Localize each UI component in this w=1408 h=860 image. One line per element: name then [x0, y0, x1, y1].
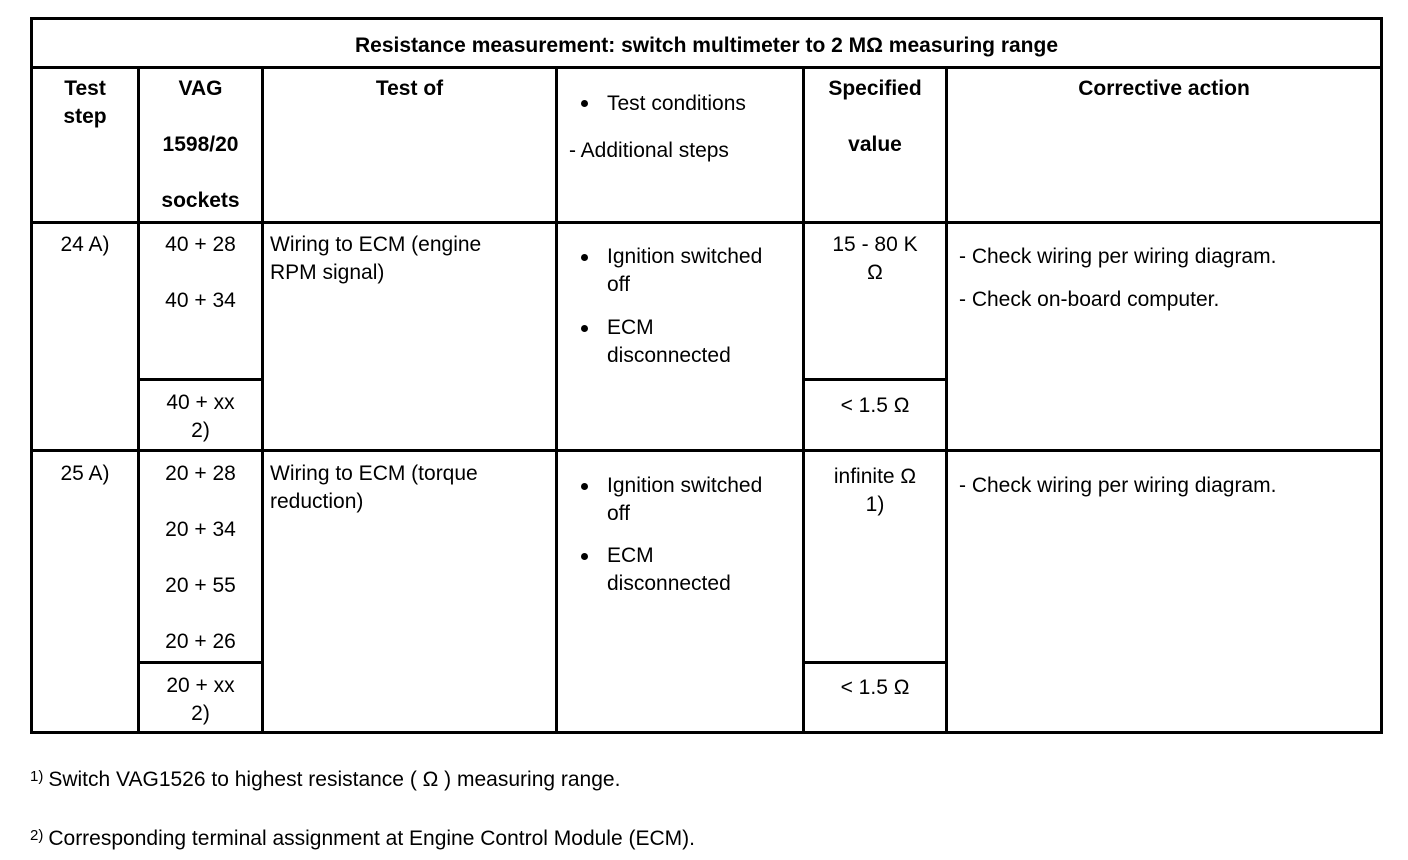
- row1-spec-sub: < 1.5 Ω: [840, 394, 910, 417]
- row1-cond-2a: ECM: [607, 316, 654, 339]
- row2-test-of-2: reduction): [270, 490, 364, 513]
- row2-spec-2: 1): [865, 493, 885, 516]
- header-test-step-1: Test: [64, 77, 106, 100]
- header-conditions-2: - Additional steps: [569, 139, 729, 162]
- header-specified-1: Specified: [828, 77, 922, 100]
- header-sockets-2: 1598/20: [162, 133, 239, 156]
- header-test-of: Test of: [375, 77, 444, 100]
- footnote-2-mark: 2): [30, 827, 44, 844]
- table-title: Resistance measurement: switch multimeter to 2 MΩ measuring range: [354, 34, 1059, 57]
- rule-row1-sub-spec: [802, 378, 947, 381]
- row2-spec-sub: < 1.5 Ω: [840, 676, 910, 699]
- row2-cond-2b: disconnected: [607, 572, 731, 595]
- row1-test-of-2: RPM signal): [270, 261, 385, 284]
- header-corrective: Corrective action: [1078, 77, 1250, 100]
- header-specified-2: value: [848, 133, 902, 156]
- row2-step: 25 A): [60, 462, 110, 485]
- header-bullet: [581, 100, 588, 107]
- row1-bullet-2: [581, 325, 588, 332]
- row1-cond-2b: disconnected: [607, 344, 731, 367]
- col-rule-5: [945, 67, 948, 734]
- row2-test-of-1: Wiring to ECM (torque: [270, 462, 478, 485]
- rule-title: [33, 66, 1380, 69]
- rule-row-separator: [33, 449, 1380, 452]
- row1-test-of-1: Wiring to ECM (engine: [270, 233, 482, 256]
- row1-spec-2: Ω: [867, 261, 883, 284]
- row1-action-2: - Check on-board computer.: [959, 288, 1220, 311]
- row1-bullet-1: [581, 254, 588, 261]
- row2-socket-2: 20 + 34: [165, 518, 236, 541]
- header-sockets-1: VAG: [178, 77, 223, 100]
- footnote-1: [30, 766, 620, 794]
- row1-socket-1: 40 + 28: [165, 233, 236, 256]
- footnote-1-mark: 1): [30, 768, 44, 785]
- row2-action-1: - Check wiring per wiring diagram.: [959, 474, 1277, 497]
- rule-row2-sub-sockets: [137, 661, 264, 664]
- row2-socket-1: 20 + 28: [165, 462, 236, 485]
- row2-socket-sub-2: 2): [191, 702, 210, 725]
- footnote-2-text: Corresponding terminal assignment at Engine Control Module (ECM).: [48, 827, 695, 850]
- row1-action-1: - Check wiring per wiring diagram.: [959, 245, 1277, 268]
- row2-cond-2a: ECM: [607, 544, 654, 567]
- footnote-1-text: Switch VAG1526 to highest resistance ( Ω ) measuring range.: [48, 768, 621, 791]
- row2-cond-1a: Ignition switched: [607, 474, 763, 497]
- rule-row2-sub-spec: [802, 661, 947, 664]
- row2-socket-4: 20 + 26: [165, 630, 236, 653]
- header-test-step-2: step: [63, 105, 107, 128]
- row1-cond-1a: Ignition switched: [607, 245, 763, 268]
- row2-socket-sub-1: 20 + xx: [166, 674, 235, 697]
- row1-socket-2: 40 + 34: [165, 289, 236, 312]
- header-sockets-3: sockets: [161, 189, 240, 212]
- row1-socket-sub-2: 2): [191, 419, 210, 442]
- row1-cond-1b: off: [607, 273, 630, 296]
- row2-spec-1: infinite Ω: [833, 465, 917, 488]
- footnote-2: [30, 825, 695, 853]
- row1-spec-1: 15 - 80 K: [832, 233, 918, 256]
- header-conditions-1: Test conditions: [607, 92, 746, 115]
- row2-socket-3: 20 + 55: [165, 574, 236, 597]
- row2-bullet-1: [581, 483, 588, 490]
- row1-socket-sub-1: 40 + xx: [166, 391, 235, 414]
- resistance-table: [30, 17, 1383, 734]
- row2-bullet-2: [581, 553, 588, 560]
- col-rule-2: [261, 67, 264, 734]
- col-rule-3: [555, 67, 558, 734]
- row1-step: 24 A): [60, 233, 110, 256]
- rule-header: [33, 221, 1380, 224]
- row2-cond-1b: off: [607, 502, 630, 525]
- rule-row1-sub-sockets: [137, 378, 264, 381]
